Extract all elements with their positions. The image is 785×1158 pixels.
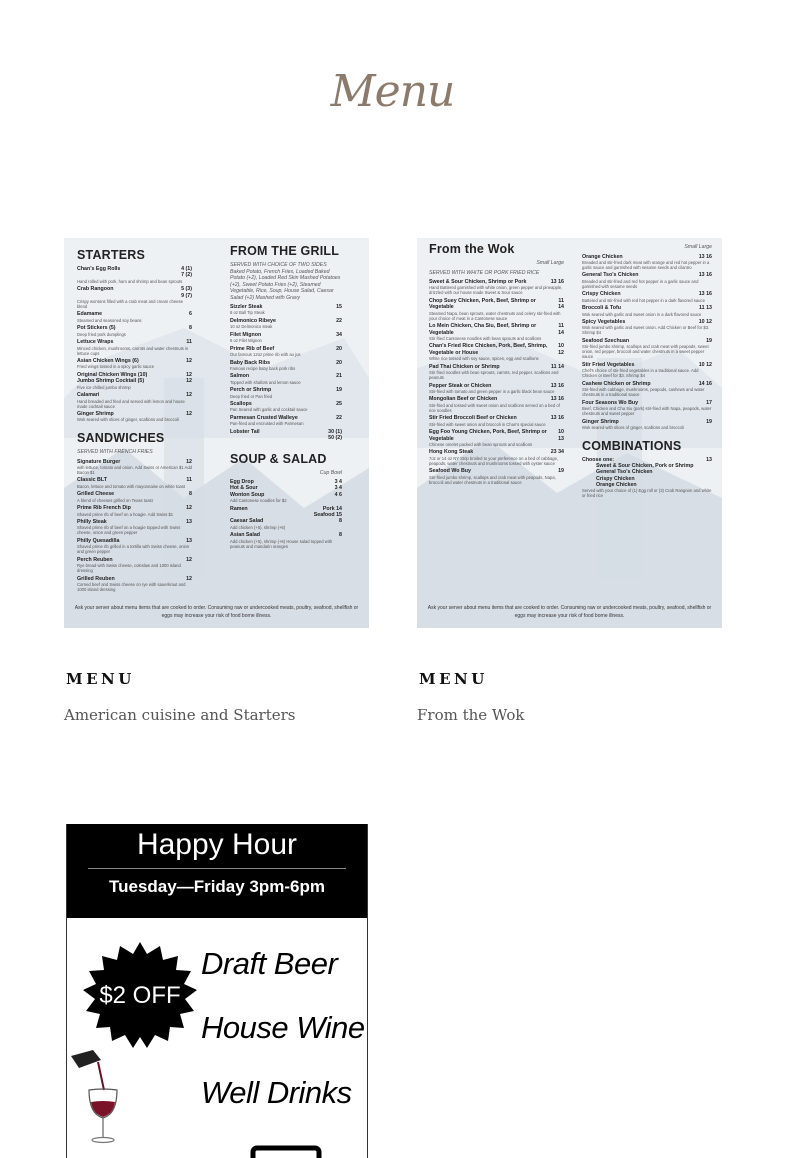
menu-item-name: Sizzler Steak (230, 304, 263, 310)
menu-item-name: Crispy Chicken (582, 291, 621, 298)
section-heading: FROM THE GRILL (230, 244, 340, 258)
menu-item-price: 13 16 (698, 291, 712, 298)
menu-item-price: 12 (186, 358, 192, 365)
menu-item-description: Shaved prime rib grilled in a tortilla with Swiss cheese, onion and green pepper (77, 544, 190, 555)
menu-item-name: Filet Mignon (230, 331, 262, 338)
menu-item-description: with lettuce, tomato and onion. Add Swiss or American $1 Add Bacon $1 (77, 464, 192, 475)
menu-footer-note: Ask your server about menu items that are cooked to order. Consuming raw or undercooked meats, poultry, seafood, shellfish or eggs may increase your risk of food borne illness. (427, 605, 712, 619)
menu-item-price: 12 (186, 392, 192, 399)
menu-item-name: Cashew Chicken or Shrimp (582, 380, 651, 387)
menu-item-name: Parmesan Crusted Walleye (230, 415, 298, 421)
menu-item-price: 22 (336, 415, 342, 421)
menu-item-description: Shaved prime rib of beef on a hoagie. Add Swiss $1 (77, 511, 174, 517)
menu-item-name: Ramen (230, 505, 248, 512)
combo-price: 13 (706, 456, 712, 463)
menu-item (429, 429, 564, 442)
menu-item-description: Stir-fried jumbo shrimp, scallops and crab meat with peapods, Napa, broccoli and water chestnuts in a traditional sauce (429, 474, 556, 485)
menu-item-name: Signature Burger (77, 458, 121, 465)
menu-item-description: Five ice chilled jumbo shrimp (77, 384, 131, 390)
menu-item-name: Grilled Cheese (77, 491, 115, 498)
menu-item-price: 12 (186, 378, 192, 385)
menu-item-name: Hong Kong Steak (429, 449, 474, 456)
combo-option: General Tso's Chicken (596, 469, 653, 476)
menu-item-name: Lettuce Wraps (77, 339, 114, 346)
menu-item (77, 286, 192, 299)
menu-item-name: Spicy Vegetables (582, 319, 626, 326)
menu-item-description: Battered and stir-fried with red hot pepper in a dark flavored sauce (582, 297, 705, 303)
section-heading: STARTERS (77, 248, 146, 262)
menu-item-description: Steamed and seasoned soy beans (77, 317, 142, 323)
wok-column (429, 242, 564, 487)
menu-item-description: Breaded and stir-fried dark meat with orange and red hot pepper in a garlic sauce and garnished with sesame seeds and cilantro (582, 259, 710, 270)
menu-item (230, 429, 342, 442)
menu-item (429, 343, 564, 356)
menu-item-price: 13 16 (550, 382, 564, 389)
menu-item-price: 19 (706, 418, 712, 425)
menu-item-description: Famous recipe baby back pork ribs (230, 365, 296, 371)
menu-item-name: Calamari (77, 392, 100, 399)
menu-item-price: 8 (339, 532, 342, 539)
menu-item-name: Four Seasons Wo Buy (582, 399, 639, 406)
menu-item-price: 20 (336, 345, 342, 352)
menu-item-description: A blend of cheeses grilled on Texas toast (77, 497, 153, 503)
menu-item-name: Baby Back Ribs (230, 359, 271, 366)
menu-item-name: Lo Mein Chicken, Cha Siu, Beef, Shrimp or Vegetable (429, 323, 537, 336)
menu-item-price: 5 (3) 9 (7) (181, 286, 192, 299)
menu-item-description: 7oz or 14 oz NY Strip broiled to your preference on a bed of cabbage, peapods, water chestnuts and mushrooms tossed with oyster sauce (429, 455, 559, 466)
column-headers: Cup Bowl (319, 469, 342, 476)
menu-item-name: Seafood Szechuan (582, 337, 630, 344)
menu-item-price: 20 (336, 359, 342, 366)
menu-item-description: Minced chicken, mushrooms, carrots and water chestnuts in lettuce cups (77, 345, 189, 356)
menu-item-description: Topped with shallots and lemon sauce (230, 379, 301, 385)
column-headers: Small Large (684, 244, 712, 250)
menu-item-description: Stir-fried jumbo shrimp, scallops and crab meat with peapods, sweet onion, red pepper, broccoli and water chestnuts in a sweet pepper sauce (582, 344, 709, 360)
menu-item-description: Stir-fried with tomato and green pepper in a garlic black bean sauce (429, 388, 555, 394)
menu-item-price: 10 12 (698, 361, 712, 368)
menu-item-name: Egg Drop (230, 479, 254, 486)
happy-hour-header (67, 824, 367, 918)
happy-hour-flyer[interactable] (66, 824, 368, 1158)
menu-item-price: 12 (186, 505, 192, 512)
menu-item-price: 22 (336, 317, 342, 324)
menu-item-price: 25 (336, 401, 342, 408)
starburst-badge (81, 942, 199, 1048)
menu-item-description: Fried wings tossed in a spicy garlic sauce (77, 364, 155, 370)
divider (88, 868, 346, 869)
menu-item-description: Wok seared with garlic and sweet onion. Add Chicken or Beef for $3. Shrimp $4 (582, 325, 710, 336)
menu-item-description: Wok seared with slices of ginger, scallions and broccoli (582, 424, 684, 430)
menu-item-description: Stir fried noodles with bean sprouts, carrots, red pepper, scallions and peanuts (429, 369, 559, 380)
happy-hour-title: Happy Hour (136, 828, 298, 861)
menu-item-name: Grilled Reuben (77, 575, 115, 582)
menu-item-price: 34 (336, 331, 342, 338)
menu-item-description: Hand rolled with pork, ham and shrimp and bean sprouts (77, 278, 183, 284)
menu-item-price: 13 (186, 537, 192, 544)
menu-image-american[interactable] (64, 238, 369, 628)
menu-item-name: General Tso's Chicken (582, 272, 639, 279)
wok-column-2 (582, 244, 712, 501)
wine-glass-icon (71, 1050, 131, 1150)
menu-item-price: 12 (186, 556, 192, 563)
menu-item-description: Pan-fried and encrusted with Parmesan (230, 421, 304, 427)
menu-item-name: Hot & Sour (230, 485, 258, 492)
menu-item-name: Mongolian Beef or Chicken (429, 396, 498, 403)
combo-note: Served with your choice of (1) Egg roll or (3) Crab Rangoon and white or fried rice (582, 488, 712, 499)
menu-item-price: 12 (186, 411, 192, 418)
menu-item-description: Our famous 12oz prime rib with au jus (230, 351, 301, 357)
menu-item-price: 11 14 (558, 297, 564, 311)
menu-item-price: 13 16 (550, 279, 564, 285)
menu-item-price: 19 (706, 337, 712, 344)
menu-item (429, 323, 564, 336)
menu-item-price: 13 16 (550, 396, 564, 403)
menu-item-description: Stir-fried with sweet onion and broccoli in Chan's special sauce (429, 421, 546, 427)
menu-item-description: Deep fried pork dumplings (77, 331, 126, 337)
menu-item-description: Bacon, lettuce and tomato with mayonnaise on white toast (77, 483, 186, 489)
menu-item-price: 11 (186, 339, 192, 346)
menu-item-price: 8 (339, 518, 342, 525)
menu-item-price: 8 (189, 491, 192, 498)
menu-item-price: 15 (336, 304, 342, 310)
menu-item-price: 3 4 (334, 485, 342, 492)
menu-item (429, 298, 564, 311)
menu-item-name: Pepper Steak or Chicken (429, 382, 492, 389)
section-subheading: SERVED WITH FRENCH FRIES (77, 449, 153, 455)
tv-icon (247, 1142, 327, 1158)
menu-item-description: Add chicken (+5), shrimp (+6) (230, 524, 286, 530)
menu-item-name: Lobster Tail (230, 428, 260, 435)
menu-item-price: 4 (1) 7 (2) (181, 266, 192, 279)
bottle-pour-icon (71, 1050, 101, 1068)
menu-item-description: Steamed Napa, bean sprouts, water chestnuts and celery stir-fried with your choice of meat in a Cantonese sauce (429, 310, 561, 321)
menu-item-price: 10 12 (698, 319, 712, 326)
menu-item-name: Pad Thai Chicken or Shrimp (429, 363, 500, 370)
menu-item-price: 12 (186, 458, 192, 465)
menu-item-price: 12 (186, 575, 192, 582)
menu-item-price: 13 16 (698, 253, 712, 260)
page-title: Menu (330, 66, 455, 117)
menu-item-price: 30 (1) 50 (2) (328, 428, 342, 442)
menu-item-price: 10 13 (558, 429, 564, 442)
section-heading: SANDWICHES (77, 431, 165, 445)
menu-item-description: Stir fried Cantonese noodles with bean sprouts and scallions (429, 335, 542, 341)
combo-option: Orange Chicken (596, 481, 637, 488)
menu-item-price: 12 (186, 372, 192, 378)
menu-item-name: Prime Rib of Beef (230, 345, 275, 352)
drink-draft-beer: Draft Beer (201, 946, 338, 981)
menu-item-name: Orange Chicken (582, 253, 623, 260)
menu-item-name: Original Chicken Wings (10) (77, 372, 148, 378)
menu-item (230, 506, 342, 519)
card-caption[interactable]: From the Wok (417, 706, 525, 724)
menu-item-description: Add Cantonese noodles for $2 (230, 498, 287, 504)
grill-column (230, 244, 342, 551)
menu-item-price: 13 16 (698, 272, 712, 279)
menu-item-name: Crab Rangoon (77, 286, 114, 293)
menu-item-description: Corned beef and Swiss cheese on rye with sauerkraut and 1000 island dressing (77, 582, 186, 593)
menu-item-price: 13 (186, 519, 192, 526)
menu-item-description: Hand Battered garnished with white onion, green pepper and pineapple, drizzled with our house made Sweet & Sour sauce (429, 285, 563, 296)
menu-item-price: 4 6 (334, 491, 342, 498)
section-subheading: SERVED WITH WHITE OR PORK FRIED RICE (429, 269, 540, 276)
section-heading: SOUP & SALAD (230, 451, 327, 466)
menu-item-price: 8 (189, 325, 192, 332)
menu-item-name: Classic BLT (77, 477, 107, 484)
section-heading: COMBINATIONS (582, 438, 682, 453)
menu-item-name: Ginger Shrimp (77, 411, 114, 418)
menu-item (77, 266, 192, 279)
menu-item-name: Perch Reuben (77, 556, 113, 563)
menu-item-description: White rice tossed with soy sauce, spices, egg and scallions (429, 356, 539, 362)
section-heading: From the Wok (429, 242, 515, 256)
menu-item-description: Add chicken (+5), shrimp (+6) House salad topped with peanuts and mandarin oranges (230, 538, 333, 549)
menu-item-name: Caesar Salad (230, 518, 264, 525)
menu-item-description: Hand breaded and fried and served with lemon and house made cocktail sauce (77, 398, 185, 409)
menu-item-description: Breaded and stir-fried and red hot pepper in a garlic sauce and garnished with sesame seeds (582, 278, 699, 289)
menu-item-name: Philly Quesadilla (77, 537, 120, 544)
menu-item-name: Stir Fried Broccoli Beef or Chicken (429, 415, 517, 422)
drink-house-wine: House Wine (201, 1010, 365, 1045)
badge-text: $2 OFF (99, 982, 181, 1009)
column-headers: Small Large (536, 260, 564, 266)
menu-item-name: Asian Chicken Wings (6) (77, 358, 139, 365)
menu-item-description: Chinese omelet packed with bean sprouts and scallions (429, 441, 533, 447)
combo-choose-label: Choose one: (582, 456, 615, 463)
menu-item-price: 10 12 (558, 343, 564, 356)
menu-item-price: 11 14 (551, 363, 564, 370)
menu-item-price: 14 16 (698, 380, 712, 387)
menu-item-name: Chan's Egg Rolls (77, 266, 121, 272)
menu-item-description: 8 oz Ball Tip Steak (230, 310, 265, 316)
menu-item-description: Chef's choice of stir-fried vegetables in a traditional sauce. Add Chicken or Beef for $3. Shrimp $4 (582, 368, 699, 379)
menu-item-price: 11 (186, 477, 192, 484)
menu-item-name: Prime Rib French Dip (77, 505, 131, 512)
menu-item-name: Scallops (230, 401, 252, 408)
menu-item-name: Sweet & Sour Chicken, Shrimp or Pork (429, 279, 527, 285)
drink-well-drinks: Well Drinks (201, 1075, 352, 1110)
menu-item-description: Wok seared with slices of ginger, scallions and broccoli (77, 417, 179, 423)
menu-item-description: 6 oz Filet Mignon (230, 338, 262, 344)
menu-item-price: 23 34 (550, 449, 564, 456)
card-label-menu[interactable]: MENU (66, 670, 135, 688)
menu-item-price: 19 (336, 387, 342, 394)
menu-item-description: Deep fried or Pan fried (230, 393, 273, 399)
menu-item-description: Wok seared with garlic and sweet onion in a dark flavored sauce (582, 311, 702, 317)
menu-item-name: Seafood Wo Buy (429, 468, 471, 475)
menu-image-wok[interactable] (417, 238, 722, 628)
menu-item-name: Chan's Fried Rice Chicken, Pork, Beef, Shrimp, Vegetable or House (429, 343, 548, 356)
menu-item-price: 11 13 (699, 305, 712, 312)
menu-item-name: Philly Steak (77, 519, 107, 526)
menu-item-description: Shaved prime rib of beef on a hoagie topped with Swiss cheese, onion and green pepper (77, 525, 181, 536)
menu-item-description: Pan Seared with garlic and cocktail sauce (230, 407, 308, 413)
menu-item-description: Beef, Chicken and Cha Siu (pork) stir-fried with Napa, peapods, water chestnuts and sweet pepper (582, 406, 712, 417)
menu-item-name: Ginger Shrimp (582, 418, 619, 425)
menu-item-price: 13 16 (550, 415, 564, 422)
menu-item-price: 17 (706, 399, 712, 406)
menu-footer-note: Ask your server about menu items that are cooked to order. Consuming raw or undercooked meats, poultry, seafood, shellfish or eggs may increase your risk of food borne illness. (74, 605, 359, 619)
menu-item-description: Crispy wontons filled with a crab meat and cream cheese blend (77, 298, 183, 309)
menu-item-description: Stir-fried with cabbage, mushrooms, peapods, cashews and water chestnuts in a traditional sauce (582, 387, 705, 398)
menu-item-description: Rye bread with Swiss cheese, coleslaw and 1000 island dressing (77, 563, 181, 574)
menu-item-price: 11 14 (558, 323, 564, 336)
menu-item-name: Pot Stickers (5) (77, 325, 116, 332)
menu-item-name: Wonton Soup (230, 491, 265, 498)
starters-column (77, 248, 192, 595)
menu-item-price: Pork 14 Seafood 15 (313, 505, 342, 518)
menu-item-price: 19 (558, 468, 564, 475)
menu-item-name: Perch or Shrimp (230, 387, 272, 394)
section-subheading: SERVED WITH CHOICE OF TWO SIDES Baked Potato, French Fries, Loaded Baked Potato (+2), Loaded Red Skin Mashed Potatoes (+2), Sweet Potato Fries (+2), Steamed Vegetable, Rice, Soup, House Salad, Caesar Salad (+2) Mashed with Gravy (230, 262, 341, 301)
menu-item-price: 6 (189, 311, 192, 318)
happy-hour-days: Tuesday—Friday 3pm-6pm (108, 877, 326, 896)
menu-item-name: Egg Foo Young Chicken, Pork, Beef, Shrimp or Vegetable (429, 429, 547, 442)
combo-option: Crispy Chicken (596, 475, 635, 482)
menu-item-price: 3 4 (334, 479, 342, 486)
menu-item-description: 10 oz Delmonico steak (230, 324, 273, 330)
menu-item-name: Edamame (77, 311, 103, 318)
menu-item-name: Jumbo Shrimp Cocktail (5) (77, 378, 145, 385)
menu-item-price: 21 (336, 373, 342, 380)
card-caption[interactable]: American cuisine and Starters (64, 706, 296, 724)
menu-item-name: Broccoli & Tofu (582, 305, 622, 312)
menu-item-name: Salmon (230, 373, 250, 380)
menu-item-description: Stir-fried and tossed with sweet onion and scallions served on a bed of rice noodles (429, 402, 560, 413)
menu-item-name: Delmonico Ribeye (230, 317, 276, 324)
menu-item-name: Stir Fried Vegetables (582, 361, 635, 368)
card-label-menu[interactable]: MENU (419, 670, 488, 688)
combo-option: Sweet & Sour Chicken, Pork or Shrimp (596, 462, 694, 469)
menu-item-name: Chop Suey Chicken, Pork, Beef, Shrimp or Vegetable (429, 297, 536, 311)
menu-item-name: Asian Salad (230, 532, 261, 539)
